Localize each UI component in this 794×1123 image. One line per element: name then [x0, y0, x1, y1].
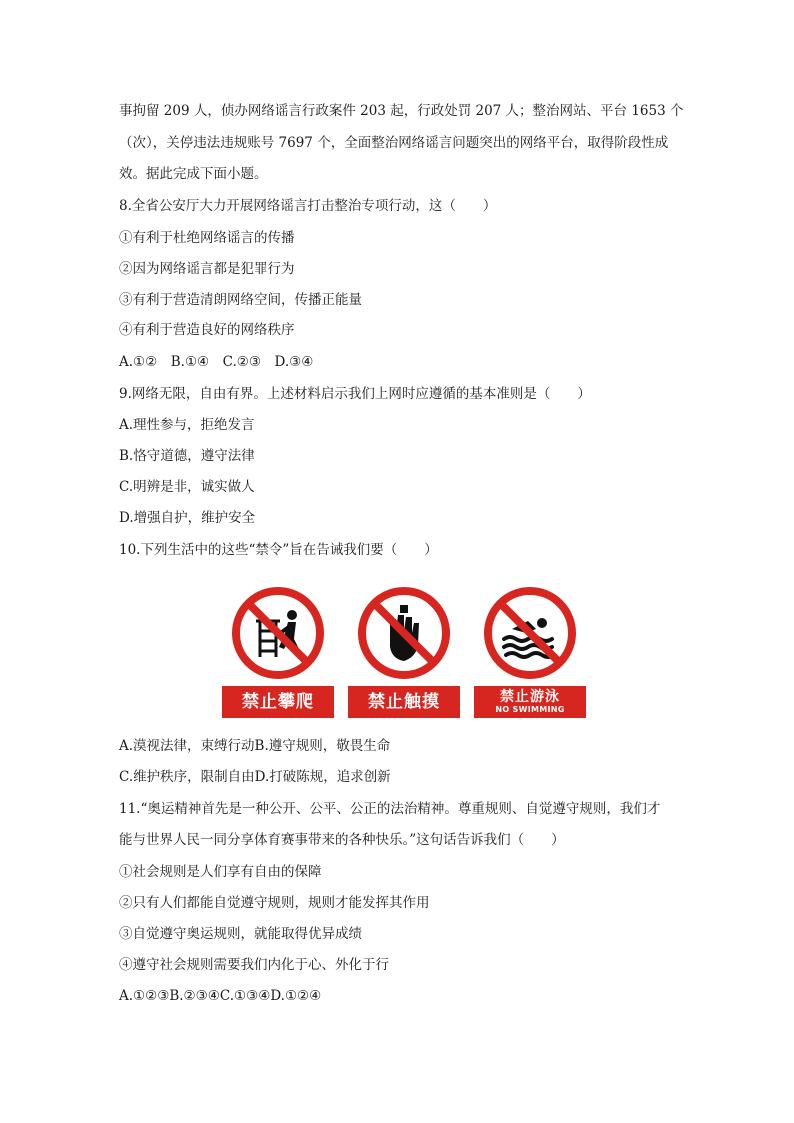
- intro-line-1: 事拘留 209 人，侦办网络谣言行政案件 203 起，行政处罚 207 人；整治网站、平台 1653 个: [119, 103, 684, 119]
- question-11-option-3: ③自觉遵守奥运规则，就能取得优异成绩: [119, 926, 362, 942]
- question-11-choices: A.①②③B.②③④C.①③④D.①②④: [119, 988, 322, 1004]
- prohibition-signs: [222, 585, 582, 720]
- sign-label-no-swimming: [474, 686, 586, 718]
- question-10-choices-ab: A.漠视法律，束缚行动B.遵守规则，敬畏生命: [119, 738, 391, 754]
- question-11-option-2: ②只有人们都能自觉遵守规则，规则才能发挥其作用: [119, 895, 430, 911]
- label-subtext: NO SWIMMING: [495, 705, 565, 714]
- intro-line-2: （次），关停违法违规账号 7697 个，全面整治网络谣言问题突出的网络平台，取得阶段性成: [119, 135, 669, 151]
- label-text: 禁止触摸: [368, 691, 440, 712]
- sign-label-no-touching: [348, 686, 460, 718]
- question-8-option-4: ④有利于营造良好的网络秩序: [119, 322, 295, 338]
- sign-no-climbing: [222, 585, 334, 720]
- question-9-choice-a: A.理性参与，拒绝发言: [119, 417, 255, 433]
- question-10-choices-cd: C.维护秩序，限制自由D.打破陈规，追求创新: [119, 769, 391, 785]
- question-9-choice-b: B.恪守道德，遵守法律: [119, 448, 255, 464]
- label-text: 禁止攀爬: [242, 691, 314, 712]
- sign-label-no-climbing: [222, 686, 334, 718]
- question-8-option-3: ③有利于营造清朗网络空间，传播正能量: [119, 292, 362, 308]
- sign-no-touching: [348, 585, 460, 720]
- label-text: 禁止游泳: [500, 689, 560, 705]
- no-touching-icon: [356, 585, 452, 681]
- intro-line-3: 效。据此完成下面小题。: [119, 166, 268, 182]
- question-8-choices: A.①② B.①④ C.②③ D.③④: [119, 354, 314, 370]
- question-8-option-2: ②因为网络谣言都是犯罪行为: [119, 261, 295, 277]
- question-10-stem: 10.下列生活中的这些“禁令”旨在告诫我们要（ ）: [119, 542, 438, 558]
- question-11-option-1: ①社会规则是人们享有自由的保障: [119, 864, 322, 880]
- no-climbing-icon: [230, 585, 326, 681]
- no-swimming-icon: [482, 585, 578, 681]
- question-9-stem: 9.网络无限，自由有界。上述材料启示我们上网时应遵循的基本准则是（ ）: [119, 386, 591, 402]
- question-9-choice-c: C.明辨是非，诚实做人: [119, 479, 255, 495]
- question-8-option-1: ①有利于杜绝网络谣言的传播: [119, 230, 295, 246]
- sign-no-swimming: [474, 585, 586, 720]
- question-11-stem-line-2: 能与世界人民一同分享体育赛事带来的各种快乐。”这句话告诉我们（ ）: [119, 832, 565, 848]
- question-9-choice-d: D.增强自护，维护安全: [119, 510, 256, 526]
- question-8-stem: 8.全省公安厅大力开展网络谣言打击整治专项行动，这（ ）: [119, 198, 497, 214]
- question-11-option-4: ④遵守社会规则需要我们内化于心、外化于行: [119, 957, 389, 973]
- question-11-stem-line-1: 11.“奥运精神首先是一种公开、公平、公正的法治精神。尊重规则、自觉遵守规则，我们才: [119, 801, 661, 817]
